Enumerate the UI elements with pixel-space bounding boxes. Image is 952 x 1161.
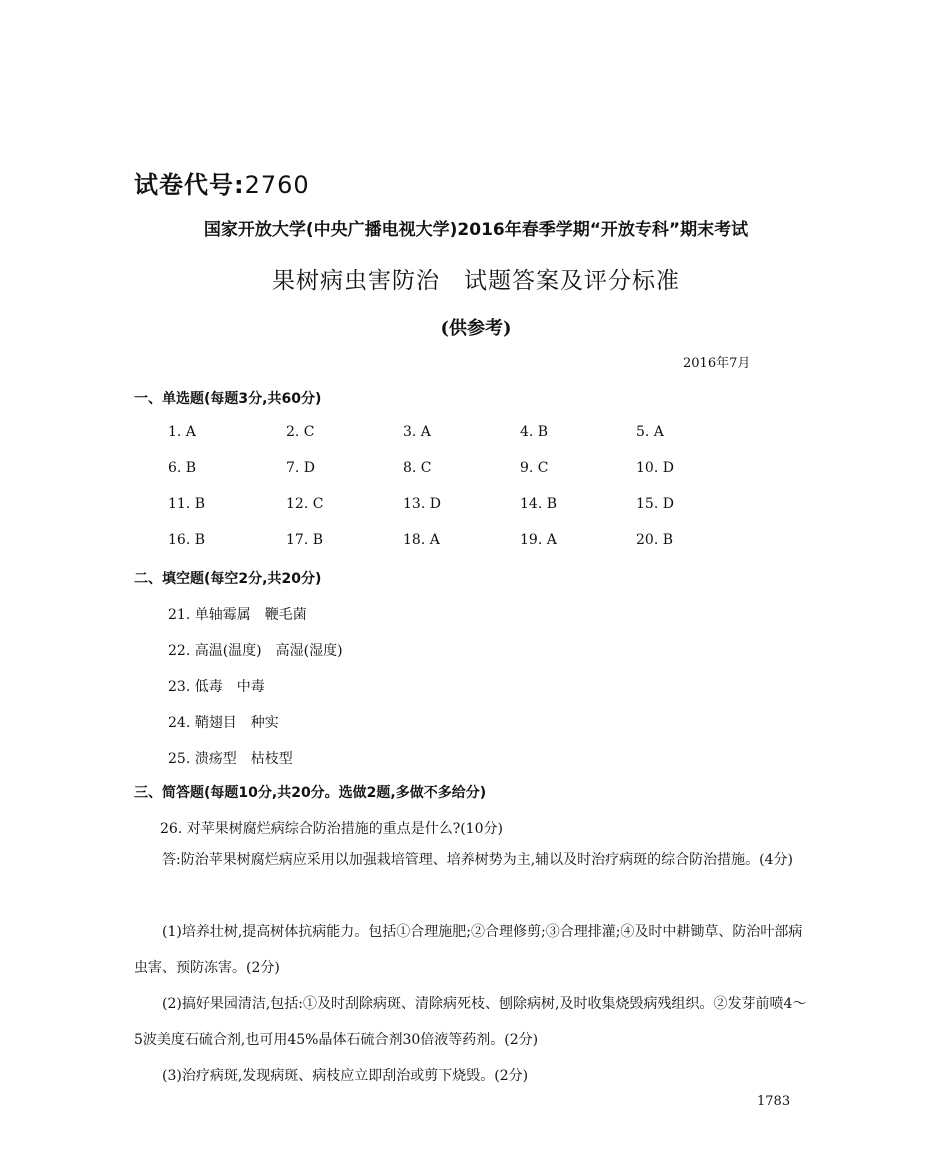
subject-title: 果树病虫害防治 试题答案及评分标准 bbox=[272, 268, 680, 294]
fill-answer-item: 24. 鞘翅目 种实 bbox=[168, 715, 279, 731]
answer-item: 19. A bbox=[520, 532, 557, 548]
answer-item: 14. B bbox=[520, 496, 558, 512]
answer-item: 15. D bbox=[636, 496, 674, 512]
exam-title: 国家开放大学(中央广播电视大学)2016年春季学期“开放专科”期末考试 bbox=[203, 220, 749, 240]
answer-item: 11. B bbox=[168, 496, 206, 512]
question-26: 26. 对苹果树腐烂病综合防治措施的重点是什么?(10分) bbox=[160, 821, 503, 837]
answer-paragraph: 答:防治苹果树腐烂病应采用以加强栽培管理、培养树势为主,辅以及时治疗病斑的综合防治措施。(4分) bbox=[162, 852, 793, 868]
answer-item: 4. B bbox=[520, 424, 549, 440]
fill-answer-item: 23. 低毒 中毒 bbox=[168, 679, 265, 695]
answer-item: 10. D bbox=[636, 460, 674, 476]
answer-paragraph: (2)搞好果园清洁,包括:①及时刮除病斑、清除病死枝、刨除病树,及时收集烧毁病残组织。②发芽前喷4～5波美度石硫合剂,也可用45%晶体石硫合剂30倍液等药剂。(2分) bbox=[134, 996, 807, 1048]
answer-item: 16. B bbox=[168, 532, 206, 548]
answer-item: 20. B bbox=[636, 532, 674, 548]
section3-heading: 三、简答题(每题10分,共20分。选做2题,多做不多给分) bbox=[134, 785, 487, 801]
fill-answer-item: 22. 高温(温度) 高湿(湿度) bbox=[168, 643, 343, 659]
answer-item: 8. C bbox=[403, 460, 432, 476]
answer-item: 12. C bbox=[286, 496, 324, 512]
fill-answer-item: 21. 单轴霉属 鞭毛菌 bbox=[168, 607, 307, 623]
answer-item: 13. D bbox=[403, 496, 441, 512]
page-number: 1783 bbox=[757, 1094, 791, 1109]
answer-item: 3. A bbox=[403, 424, 431, 440]
reference-note: (供参考) bbox=[440, 318, 512, 339]
fill-answer-item: 25. 溃疡型 枯枝型 bbox=[168, 751, 293, 767]
answer-item: 1. A bbox=[168, 424, 196, 440]
answer-item: 5. A bbox=[636, 424, 664, 440]
answer-paragraph: (3)治疗病斑,发现病斑、病枝应立即刮治或剪下烧毁。(2分) bbox=[162, 1068, 529, 1084]
section1-heading: 一、单选题(每题3分,共60分) bbox=[134, 391, 322, 407]
answer-item: 6. B bbox=[168, 460, 197, 476]
answer-item: 7. D bbox=[286, 460, 316, 476]
answer-item: 9. C bbox=[520, 460, 549, 476]
answer-item: 18. A bbox=[403, 532, 440, 548]
answer-paragraph: (1)培养壮树,提高树体抗病能力。包括①合理施肥;②合理修剪;③合理排灌;④及时中耕锄草、防治叶部病虫害、预防冻害。(2分) bbox=[134, 924, 803, 976]
paper-code-separator: : bbox=[234, 171, 245, 199]
answer-item: 2. C bbox=[286, 424, 315, 440]
section2-heading: 二、填空题(每空2分,共20分) bbox=[134, 571, 322, 587]
paper-code bbox=[134, 165, 310, 200]
paper-code-label: 试卷代号 bbox=[134, 171, 234, 199]
paper-code-number: 2760 bbox=[244, 171, 310, 199]
exam-date: 2016年7月 bbox=[683, 356, 751, 371]
answer-item: 17. B bbox=[286, 532, 324, 548]
